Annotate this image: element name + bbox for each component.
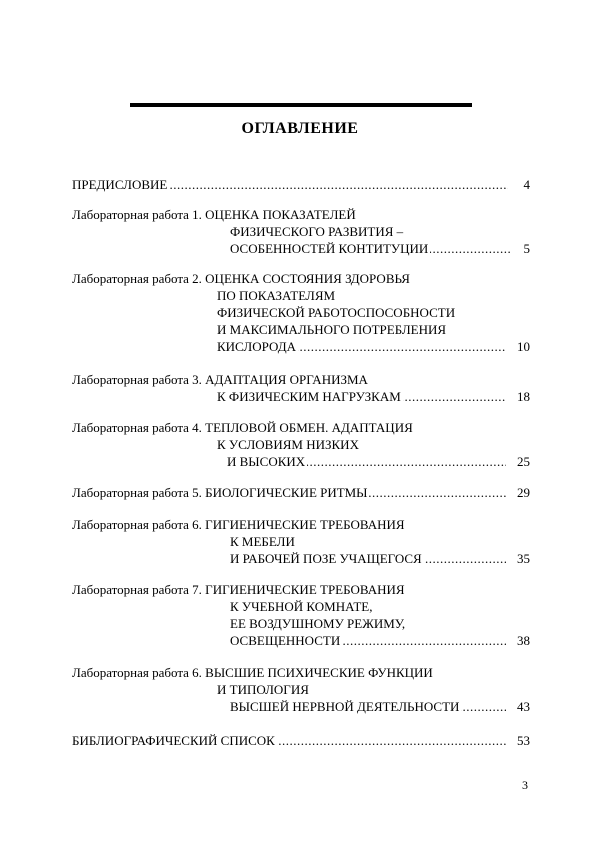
toc-entry-lab6[interactable] [230,551,506,567]
toc-entry-lab2[interactable] [217,339,506,355]
toc-entry-text: ПРЕДИСЛОВИЕ [72,177,168,192]
toc-entry-lab1[interactable] [230,241,512,257]
toc-page-number: 25 [506,454,530,470]
page-title: ОГЛАВЛЕНИЕ [241,120,359,137]
toc-entry-text[interactable]: Лабораторная работа 2. ОЦЕНКА СОСТОЯНИЯ ЗДОРОВЬЯ [72,271,410,286]
toc-entry-bibliography[interactable] [72,733,506,749]
toc-entry-text: ВЫСШЕЙ НЕРВНОЙ ДЕЯТЕЛЬНОСТИ [230,699,460,714]
toc-entry-text[interactable]: Лабораторная работа 1. ОЦЕНКА ПОКАЗАТЕЛЕЙ [72,207,356,222]
toc-entry-lab8[interactable] [230,699,506,715]
toc-page-number: 43 [506,699,530,715]
page-number: 3 [522,778,528,792]
toc-entry-text: ФИЗИЧЕСКОЙ РАБОТОСПОСОБНОСТИ [217,305,456,320]
toc-page-number: 35 [506,551,530,567]
toc-entry-text[interactable]: Лабораторная работа 6. ГИГИЕНИЧЕСКИЕ ТРЕБОВАНИЯ [72,517,405,532]
toc-entry-lab5[interactable] [72,485,506,501]
toc-entry-text: И ВЫСОКИХ [227,454,306,469]
toc-entry-text: К УСЛОВИЯМ НИЗКИХ [217,437,359,452]
toc-entry-preface[interactable] [72,177,508,193]
toc-page-number: 29 [506,485,530,501]
toc-page-number: 18 [506,389,530,405]
toc-entry-text[interactable]: Лабораторная работа 3. АДАПТАЦИЯ ОРГАНИЗМА [72,372,368,387]
toc-page-number: 10 [506,339,530,355]
toc-entry-lab3[interactable] [217,389,506,405]
toc-entry-text[interactable]: Лабораторная работа 4. ТЕПЛОВОЙ ОБМЕН. АДАПТАЦИЯ [72,420,413,435]
toc-entry-text: К МЕБЕЛИ [230,534,295,549]
toc-entry-text: ОСВЕЩЕННОСТИ [230,633,341,648]
toc-entry-text: И МАКСИМАЛЬНОГО ПОТРЕБЛЕНИЯ [217,322,447,337]
toc-entry-text[interactable]: Лабораторная работа 7. ГИГИЕНИЧЕСКИЕ ТРЕБОВАНИЯ [72,582,405,597]
toc-page-number: 38 [506,633,530,649]
toc-entry-text: ФИЗИЧЕСКОГО РАЗВИТИЯ – [230,224,404,239]
toc-page-number: 4 [508,177,530,193]
toc-entry-lab7[interactable] [230,633,506,649]
toc-entry-text: БИБЛИОГРАФИЧЕСКИЙ СПИСОК [72,733,275,748]
toc-entry-text: ЕЕ ВОЗДУШНОМУ РЕЖИМУ, [230,616,406,631]
toc-entry-text: И ТИПОЛОГИЯ [217,682,309,697]
toc-entry-text: К ФИЗИЧЕСКИМ НАГРУЗКАМ [217,389,401,404]
toc-entry-text: И РАБОЧЕЙ ПОЗЕ УЧАЩЕГОСЯ [230,551,422,566]
toc-page-number: 53 [506,733,530,749]
toc-entry-text: ОСОБЕННОСТЕЙ КОНТИТУЦИИ [230,241,429,256]
toc-entry-lab4[interactable] [227,454,506,470]
toc-entry-text: Лабораторная работа 5. БИОЛОГИЧЕСКИЕ РИТМЫ [72,485,368,500]
toc-entry-text: ПО ПОКАЗАТЕЛЯМ [217,288,336,303]
toc-entry-text: К УЧЕБНОЙ КОМНАТЕ, [230,599,373,614]
toc-entry-text: КИСЛОРОДА [217,339,296,354]
toc-entry-text[interactable]: Лабораторная работа 6. ВЫСШИЕ ПСИХИЧЕСКИЕ ФУНКЦИИ [72,665,433,680]
top-rule [130,103,472,107]
toc-page-number: 5 [512,241,530,257]
